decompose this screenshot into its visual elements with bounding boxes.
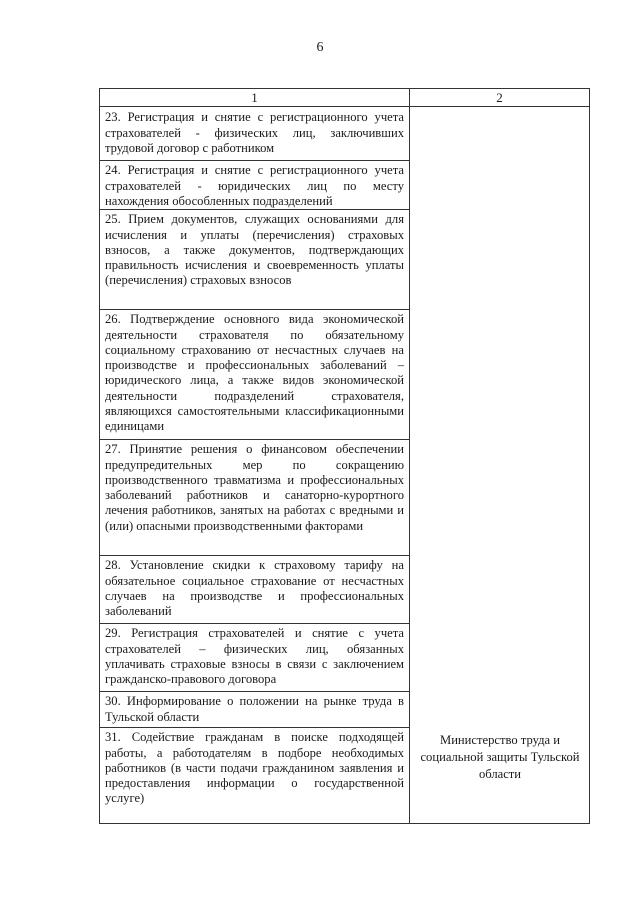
service-item-31: 31. Содействие гражданам в поиске подходящей работы, а работодателям в подборе необходимых работников (в части подачи гражданином заявления и предоставления информации о государственной услуге) [105,730,404,806]
page-number: 6 [316,40,324,55]
service-item-28: 28. Установление скидки к страховому тарифу на обязательное социальное страхование от несчастных случаев на производстве и профессиональных заболеваний [100,556,409,624]
service-item-23: 23. Регистрация и снятие с регистрационного учета страхователей - физических лиц, заключивших трудовой договор с работником [100,108,409,161]
table-body-row [100,107,590,824]
column-header-1: 1 [100,89,410,107]
service-item-24: 24. Регистрация и снятие с регистрационного учета страхователей - юридических лиц по месту нахождения обособленных подразделений [100,161,409,210]
column-header-2: 2 [410,89,590,107]
services-table [99,88,590,824]
responsible-column [410,107,590,824]
services-column [100,107,410,824]
service-item-25: 25. Прием документов, служащих основаниями для исчисления и уплаты (перечисления) страховых взносов, а также документов, подтверждающих правильность исчисления и своевременность уплаты (перечисления) страховых взносов [100,210,409,310]
service-item-27: 27. Принятие решения о финансовом обеспечении предупредительных мер по сокращению производственного травматизма и профессиональных заболеваний работников и санаторно-курортного лечения работников, занятых на работах с вредными и (или) опасными производственными факторами [100,440,409,556]
service-item-30: 30. Информирование о положении на рынке труда в Тульской области [100,692,409,728]
service-item-29: 29. Регистрация страхователей и снятие с учета страхователей – физических лиц, обязанных уплачивать страховые взносы в связи с заключением гражданско-правового договора [100,624,409,692]
service-item-26: 26. Подтверждение основного вида экономической деятельности страхователя по обязательному социальному страхованию от несчастных случаев на производстве и профессиональных заболеваний – юридического лица, а также видов экономической деятельности подразделений страхователя, являющихся самостоятельными классификационными единицами [100,310,409,440]
responsible-authority: Министерство труда и социальной защиты Тульской области [420,733,580,781]
table-header-row [100,89,590,107]
